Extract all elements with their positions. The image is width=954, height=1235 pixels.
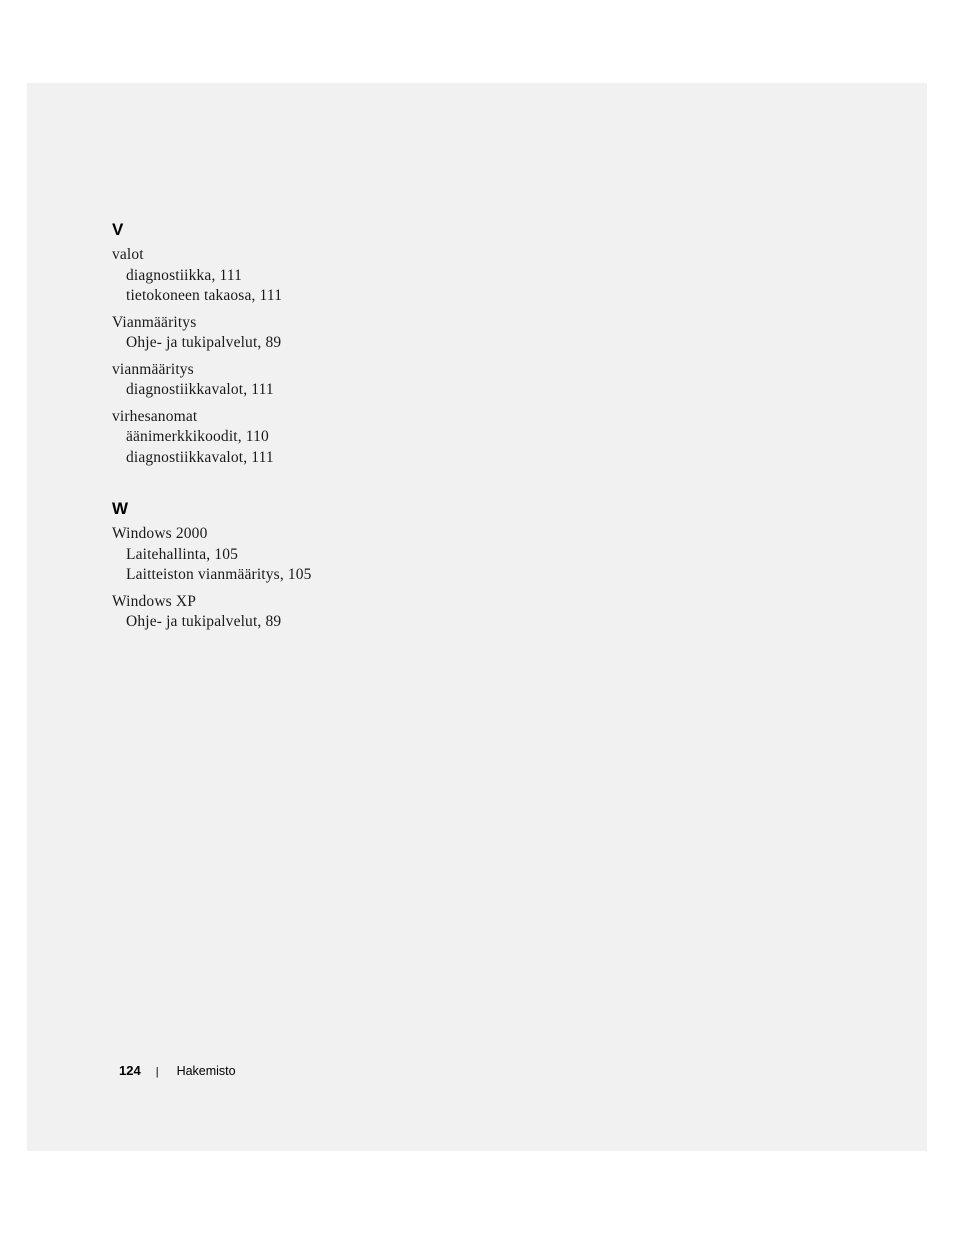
- footer-separator: |: [155, 1066, 159, 1078]
- index-section-w: [112, 498, 612, 633]
- index-entry: [112, 524, 612, 586]
- page-number: 124: [119, 1063, 141, 1078]
- index-entry: [112, 407, 612, 469]
- footer-section-name: Hakemisto: [176, 1064, 236, 1078]
- index-entry: [112, 245, 612, 307]
- page-footer: [119, 1062, 236, 1080]
- index-term: Vianmääritys: [112, 313, 197, 331]
- index-subentry: diagnostiikkavalot, 111: [126, 448, 274, 466]
- index-entry: [112, 360, 612, 401]
- index-term: vianmääritys: [112, 360, 194, 378]
- index-entry: [112, 313, 612, 354]
- index-subentry: äänimerkkikoodit, 110: [126, 428, 269, 445]
- index-subentry: Ohje- ja tukipalvelut, 89: [126, 334, 282, 351]
- index-term: virhesanomat: [112, 407, 198, 425]
- index-subentry: Ohje- ja tukipalvelut, 89: [126, 613, 282, 630]
- index-entry: [112, 592, 612, 633]
- index-subentry: tietokoneen takaosa, 111: [126, 287, 283, 304]
- index-section-v: [112, 219, 612, 468]
- index-term: Windows 2000: [112, 525, 208, 542]
- index-subentry: Laitteiston vianmääritys, 105: [126, 566, 312, 583]
- index-subentry: diagnostiikka, 111: [126, 266, 243, 284]
- index-entries: [112, 524, 612, 633]
- index-entries: [112, 245, 612, 468]
- index-term: valot: [112, 246, 144, 263]
- document-page: [27, 83, 927, 1151]
- section-letter: W: [112, 499, 129, 518]
- section-letter: V: [112, 220, 124, 239]
- index-term: Windows XP: [112, 592, 196, 610]
- index-subentry: Laitehallinta, 105: [126, 545, 239, 563]
- index-content: [112, 219, 612, 663]
- index-subentry: diagnostiikkavalot, 111: [126, 381, 274, 398]
